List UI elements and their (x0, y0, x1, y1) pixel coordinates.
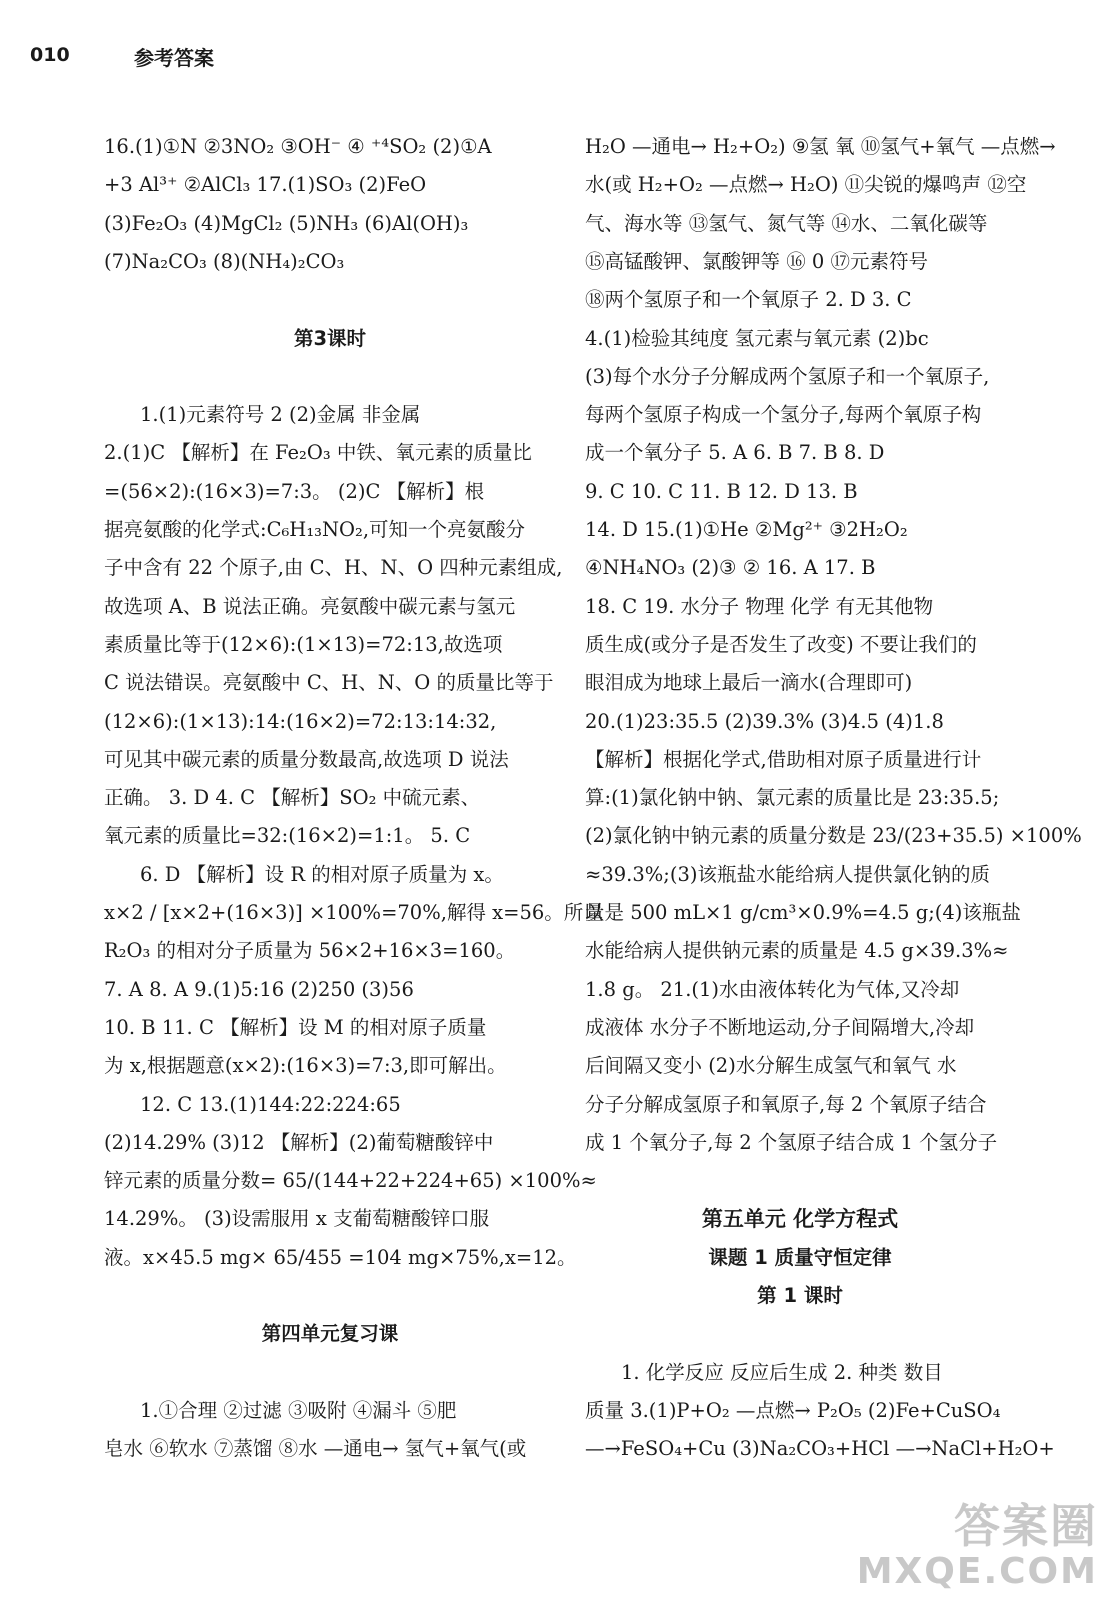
text-line: +3 Al³⁺ ②AlCl₃ 17.(1)SO₃ (2)FeO (104, 173, 427, 197)
text-line: 据亮氨酸的化学式:C₆H₁₃NO₂,可知一个亮氨酸分 (104, 518, 526, 541)
running-title: 参考答案 (134, 46, 214, 70)
text-line: (3)每个水分子分解成两个氢原子和一个氧原子, (585, 364, 990, 388)
text-line: 7. A 8. A 9.(1)5:16 (2)250 (3)56 (104, 977, 414, 1001)
watermark (857, 1500, 1098, 1592)
text-line: ⑮高锰酸钾、氯酸钾等 ⑯ 0 ⑰元素符号 (585, 249, 929, 273)
text-line: 每两个氢原子构成一个氢分子,每两个氧原子构 (585, 403, 982, 427)
section-heading: 第 1 课时 (757, 1284, 843, 1307)
text-line: 【解析】根据化学式,借助相对原子质量进行计 (585, 747, 982, 771)
text-line: 1. 化学反应 反应后生成 2. 种类 数目 (621, 1360, 943, 1384)
text-line: 14.29%。 (3)设需服用 x 支葡萄糖酸锌口服 (104, 1207, 490, 1231)
text-line: 锌元素的质量分数= 65/(144+22+224+65) ×100%≈ (104, 1169, 597, 1193)
text-line: 可见其中碳元素的质量分数最高,故选项 D 说法 (104, 747, 509, 771)
text-line: ⑱两个氢原子和一个氧原子 2. D 3. C (585, 288, 912, 312)
blank-line (104, 1277, 556, 1315)
text-line: 6. D 【解析】设 R 的相对原子质量为 x。 (140, 862, 504, 886)
text-line: 质生成(或分子是否发生了改变) 不要让我们的 (585, 632, 977, 656)
text-line: 成一个氧分子 5. A 6. B 7. B 8. D (585, 441, 885, 465)
text-line: 子中含有 22 个原子,由 C、H、N、O 四种元素组成, (104, 556, 563, 580)
blank-line (585, 1162, 1015, 1200)
text-line: 水(或 H₂+O₂ —点燃→ H₂O) ⑪尖锐的爆鸣声 ⑫空 (585, 173, 1027, 197)
blank-line (104, 358, 556, 396)
text-line: 液。x×45.5 mg× 65/455 =104 mg×75%,x=12。 (104, 1245, 577, 1269)
blank-line (585, 1315, 1015, 1353)
text-line: 1.8 g。 21.(1)水由液体转化为气体,又冷却 (585, 977, 960, 1001)
section-heading: 第3课时 (293, 326, 367, 350)
text-line: x×2 / [x×2+(16×3)] ×100%=70%,解得 x=56。所以 (104, 901, 603, 924)
text-line: 为 x,根据题意(x×2):(16×3)=7:3,即可解出。 (104, 1054, 507, 1078)
text-line: 2.(1)C 【解析】在 Fe₂O₃ 中铁、氧元素的质量比 (104, 441, 532, 465)
text-line: 10. B 11. C 【解析】设 M 的相对原子质量 (104, 1015, 487, 1039)
blank-line (104, 281, 556, 319)
text-line: —→FeSO₄+Cu (3)Na₂CO₃+HCl —→NaCl+H₂O+ (585, 1437, 1055, 1461)
text-line: 眼泪成为地球上最后一滴水(合理即可) (585, 671, 913, 695)
text-line: 后间隔又变小 (2)水分解生成氢气和氧气 水 (585, 1054, 957, 1078)
text-line: 成 1 个氧分子,每 2 个氢原子结合成 1 个氢分子 (585, 1130, 998, 1154)
section-heading: 课题 1 质量守恒定律 (708, 1245, 892, 1269)
text-line: ④NH₄NO₃ (2)③ ② 16. A 17. B (585, 556, 876, 580)
text-line: 质量 3.(1)P+O₂ —点燃→ P₂O₅ (2)Fe+CuSO₄ (585, 1398, 1001, 1422)
page-number: 010 (30, 44, 70, 66)
text-line: 4.(1)检验其纯度 氢元素与氧元素 (2)bc (585, 326, 929, 350)
text-line: ≈39.3%;(3)该瓶盐水能给病人提供氯化钠的质 (585, 862, 990, 886)
text-line: C 说法错误。亮氨酸中 C、H、N、O 的质量比等于 (104, 671, 554, 695)
text-line: 12. C 13.(1)144:22:224:65 (140, 1092, 401, 1116)
text-line: (2)14.29% (3)12 【解析】(2)葡萄糖酸锌中 (104, 1130, 494, 1154)
blank-line (104, 1354, 556, 1392)
text-line: 水能给病人提供钠元素的质量是 4.5 g×39.3%≈ (585, 939, 1009, 963)
text-line: (12×6):(1×13):14:(16×2)=72:13:14:32, (104, 709, 497, 733)
watermark-text-en: MXQE.COM (856, 1551, 1098, 1592)
text-line: 成液体 水分子不断地运动,分子间隔增大,冷却 (585, 1015, 975, 1039)
text-line: 14. D 15.(1)①He ②Mg²⁺ ③2H₂O₂ (585, 518, 908, 541)
section-heading: 第四单元复习课 (261, 1322, 399, 1346)
watermark-text-cn: 答案圈 (954, 1499, 1098, 1553)
text-line: (2)氯化钠中钠元素的质量分数是 23/(23+35.5) ×100% (585, 824, 1082, 848)
text-line: 氧元素的质量比=32:(16×2)=1:1。 5. C (104, 824, 471, 848)
text-line: 1.①合理 ②过滤 ③吸附 ④漏斗 ⑤肥 (140, 1398, 457, 1422)
text-line: 算:(1)氯化钠中钠、氯元素的质量比是 23:35.5; (585, 786, 1000, 810)
section-heading: 第五单元 化学方程式 (701, 1207, 899, 1232)
text-line: R₂O₃ 的相对分子质量为 56×2+16×3=160。 (104, 939, 516, 963)
text-line: H₂O —通电→ H₂+O₂) ⑨氢 氧 ⑩氢气+氧气 —点燃→ (585, 135, 1056, 158)
text-line: 18. C 19. 水分子 物理 化学 有无其他物 (585, 594, 934, 618)
text-line: 分子分解成氢原子和氧原子,每 2 个氧原子结合 (585, 1092, 987, 1116)
text-line: 16.(1)①N ②3NO₂ ③OH⁻ ④ ⁺⁴SO₂ (2)①A (104, 135, 492, 158)
text-line: 气、海水等 ⑬氢气、氮气等 ⑭水、二氧化碳等 (585, 211, 988, 235)
text-line: 1.(1)元素符号 2 (2)金属 非金属 (140, 403, 421, 427)
text-line: 素质量比等于(12×6):(1×13)=72:13,故选项 (104, 632, 503, 656)
text-line: 20.(1)23:35.5 (2)39.3% (3)4.5 (4)1.8 (585, 709, 944, 733)
text-line: =(56×2):(16×3)=7:3。 (2)C 【解析】根 (104, 479, 485, 503)
text-line: 9. C 10. C 11. B 12. D 13. B (585, 479, 858, 503)
text-line: 皂水 ⑥软水 ⑦蒸馏 ⑧水 —通电→ 氢气+氧气(或 (104, 1437, 527, 1461)
text-line: 故选项 A、B 说法正确。亮氨酸中碳元素与氢元 (104, 594, 516, 618)
text-line: (7)Na₂CO₃ (8)(NH₄)₂CO₃ (104, 249, 345, 273)
text-line: 量是 500 mL×1 g/cm³×0.9%=4.5 g;(4)该瓶盐 (585, 901, 1021, 924)
text-line: 正确。 3. D 4. C 【解析】SO₂ 中硫元素、 (104, 786, 481, 810)
text-line: (3)Fe₂O₃ (4)MgCl₂ (5)NH₃ (6)Al(OH)₃ (104, 211, 469, 235)
